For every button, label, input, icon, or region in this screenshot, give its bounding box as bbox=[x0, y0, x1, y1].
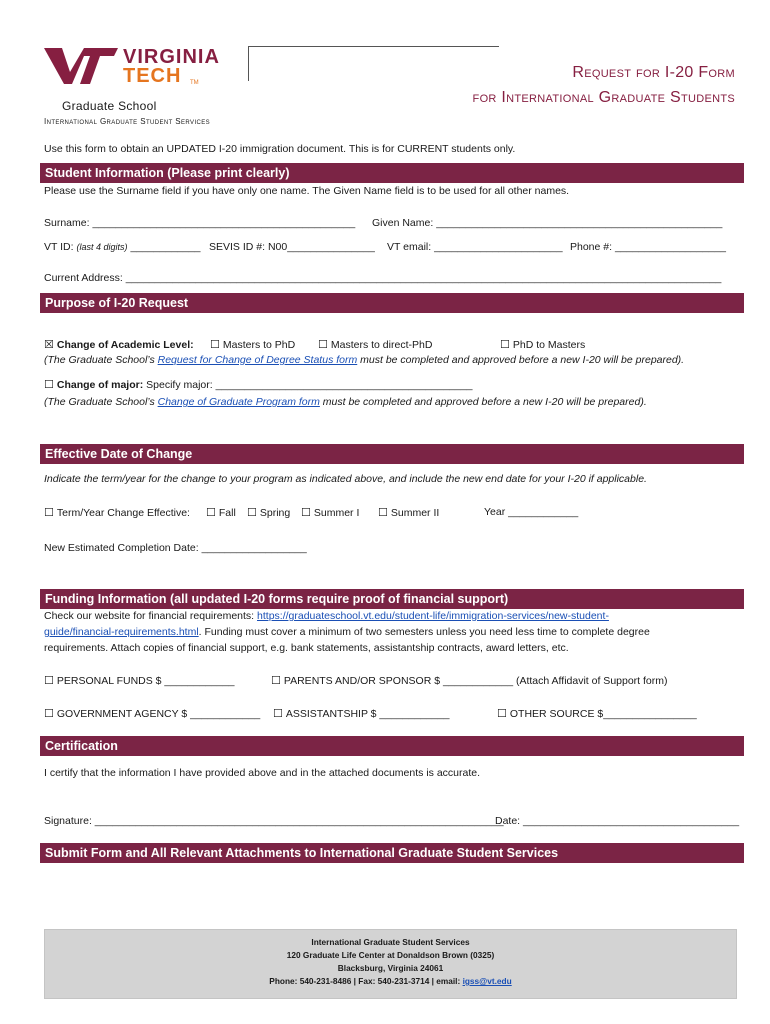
logo-word-virginia: VIRGINIA bbox=[123, 46, 220, 68]
term-summer2-option[interactable]: ☐ Summer II bbox=[378, 506, 440, 519]
funding-personal[interactable]: ☐ PERSONAL FUNDS $ ____________ bbox=[44, 674, 235, 687]
academic-level-label: Change of Academic Level: bbox=[56, 339, 194, 351]
footer-email-link[interactable]: igss@vt.edu bbox=[462, 976, 512, 986]
checkbox-icon: ☐ bbox=[500, 338, 510, 351]
vt-email-field[interactable]: VT email: ______________________ bbox=[387, 241, 563, 253]
funding-line1: Check our website for financial requirements: https://graduateschool.vt.edu/student-life/immigration-services/new-student- bbox=[44, 610, 609, 622]
checkbox-icon: ☐ bbox=[273, 707, 283, 720]
term-summer1-option[interactable]: ☐ Summer I bbox=[301, 506, 360, 519]
financial-requirements-link[interactable]: https://graduateschool.vt.edu/student-life/immigration-services/new-student- bbox=[257, 610, 609, 622]
form-title-line2: for International Graduate Students bbox=[472, 89, 735, 106]
funding-heading: Funding Information (all updated I-20 forms require proof of financial support) bbox=[40, 589, 744, 609]
term-year-row bbox=[44, 506, 190, 519]
header-corner-box bbox=[248, 46, 499, 81]
contact-footer bbox=[44, 929, 737, 999]
vt-id-hint: (last 4 digits) bbox=[76, 242, 128, 252]
term-year-checkbox[interactable]: ☐ bbox=[44, 506, 54, 519]
funding-assistantship[interactable]: ☐ ASSISTANTSHIP $ ____________ bbox=[273, 707, 450, 720]
change-major-row bbox=[44, 378, 473, 391]
financial-requirements-link-cont[interactable]: guide/financial-requirements.html bbox=[44, 626, 199, 638]
phone-field[interactable]: Phone #: ___________________ bbox=[570, 241, 726, 253]
footer-contact: Phone: 540-231-8486 | Fax: 540-231-3714 | email: igss@vt.edu bbox=[269, 976, 512, 986]
footer-city: Blacksburg, Virginia 24061 bbox=[337, 963, 444, 973]
footer-address: 120 Graduate Life Center at Donaldson Brown (0325) bbox=[286, 950, 495, 960]
signature-field[interactable]: Signature: ______________________________________________________________________ bbox=[44, 815, 504, 827]
vt-logo bbox=[44, 44, 234, 96]
term-spring-option[interactable]: ☐ Spring bbox=[247, 506, 291, 519]
option-masters-to-direct-phd[interactable]: ☐ Masters to direct-PhD bbox=[318, 338, 433, 351]
academic-level-row bbox=[44, 338, 194, 351]
year-field[interactable]: Year ____________ bbox=[484, 506, 579, 518]
purpose-heading: Purpose of I-20 Request bbox=[40, 293, 744, 313]
vt-id-field[interactable] bbox=[44, 241, 201, 253]
vt-logo-mark-icon bbox=[44, 46, 120, 86]
checkbox-icon: ☐ bbox=[271, 674, 281, 687]
completion-date-field[interactable]: New Estimated Completion Date: __________________ bbox=[44, 542, 307, 554]
student-info-instruction: Please use the Surname field if you have only one name. The Given Name field is to be used for all other names. bbox=[44, 185, 570, 197]
checkbox-icon: ☐ bbox=[206, 506, 216, 519]
logo-word-tech: TECH bbox=[123, 65, 182, 87]
term-year-label: Term/Year Change Effective: bbox=[56, 507, 190, 519]
graduate-school-label: Graduate School bbox=[62, 99, 157, 113]
checkbox-icon: ☐ bbox=[378, 506, 388, 519]
change-major-label: Change of major: bbox=[56, 379, 144, 391]
funding-line3: requirements. Attach copies of financial support, e.g. bank statements, assistantship contracts, award letters, etc. bbox=[44, 642, 569, 654]
surname-field[interactable]: Surname: _____________________________________________ bbox=[44, 217, 356, 229]
footer-office: International Graduate Student Services bbox=[311, 937, 470, 947]
checkbox-icon: ☐ bbox=[497, 707, 507, 720]
checkbox-icon: ☐ bbox=[318, 338, 328, 351]
effective-date-heading: Effective Date of Change bbox=[40, 444, 744, 464]
date-field[interactable]: Date: _____________________________________ bbox=[495, 815, 740, 827]
checkbox-icon: ☐ bbox=[210, 338, 220, 351]
funding-government[interactable]: ☐ GOVERNMENT AGENCY $ ____________ bbox=[44, 707, 261, 720]
student-info-heading: Student Information (Please print clearly) bbox=[40, 163, 744, 183]
funding-other[interactable]: ☐ OTHER SOURCE $________________ bbox=[497, 707, 697, 720]
intro-text: Use this form to obtain an UPDATED I-20 immigration document. This is for CURRENT students only. bbox=[44, 143, 516, 155]
checkbox-icon: ☐ bbox=[247, 506, 257, 519]
academic-level-checkbox[interactable]: ☒ bbox=[44, 338, 54, 351]
change-major-note: (The Graduate School’s Change of Graduate Program form must be completed and approved before a new I-20 will be prepared). bbox=[44, 396, 647, 408]
change-degree-status-link[interactable]: Request for Change of Degree Status form bbox=[157, 354, 358, 366]
form-title-line1: Request for I-20 Form bbox=[572, 64, 735, 81]
option-masters-to-phd[interactable]: ☐ Masters to PhD bbox=[210, 338, 296, 351]
certification-statement: I certify that the information I have provided above and in the attached documents is accurate. bbox=[44, 767, 481, 779]
sevis-id-field[interactable]: SEVIS ID #: N00_______________ bbox=[209, 241, 375, 253]
academic-level-note: (The Graduate School’s Request for Change of Degree Status form must be completed and approved before a new I-20 will be prepared). bbox=[44, 354, 685, 366]
given-name-field[interactable]: Given Name: _________________________________________________ bbox=[372, 217, 723, 229]
term-fall-option[interactable]: ☐ Fall bbox=[206, 506, 236, 519]
option-phd-to-masters[interactable]: ☐ PhD to Masters bbox=[500, 338, 586, 351]
vt-id-line: ____________ bbox=[130, 241, 201, 253]
vt-id-label: VT ID: bbox=[44, 241, 74, 253]
checkbox-icon: ☐ bbox=[44, 707, 54, 720]
effective-date-instruction: Indicate the term/year for the change to your program as indicated above, and include the new end date for your I-20 if applicable. bbox=[44, 473, 647, 485]
certification-heading: Certification bbox=[40, 736, 744, 756]
specify-major-field[interactable]: Specify major: ____________________________________________ bbox=[146, 379, 473, 391]
submit-heading: Submit Form and All Relevant Attachments to International Graduate Student Services bbox=[40, 843, 744, 863]
igss-label: International Graduate Student Services bbox=[44, 117, 211, 126]
current-address-field[interactable]: Current Address: ______________________________________________________________________________________________________ bbox=[44, 272, 722, 284]
funding-line2: guide/financial-requirements.html. Funding must cover a minimum of two semesters unless you need less time to complete degree bbox=[44, 626, 650, 638]
change-graduate-program-link[interactable]: Change of Graduate Program form bbox=[157, 396, 320, 408]
change-major-checkbox[interactable]: ☐ bbox=[44, 378, 54, 391]
checkbox-icon: ☐ bbox=[301, 506, 311, 519]
checkbox-icon: ☐ bbox=[44, 674, 54, 687]
funding-parents-sponsor[interactable]: ☐ PARENTS AND/OR SPONSOR $ ____________ (Attach Affidavit of Support form) bbox=[271, 674, 668, 687]
logo-trademark: TM bbox=[190, 80, 199, 86]
